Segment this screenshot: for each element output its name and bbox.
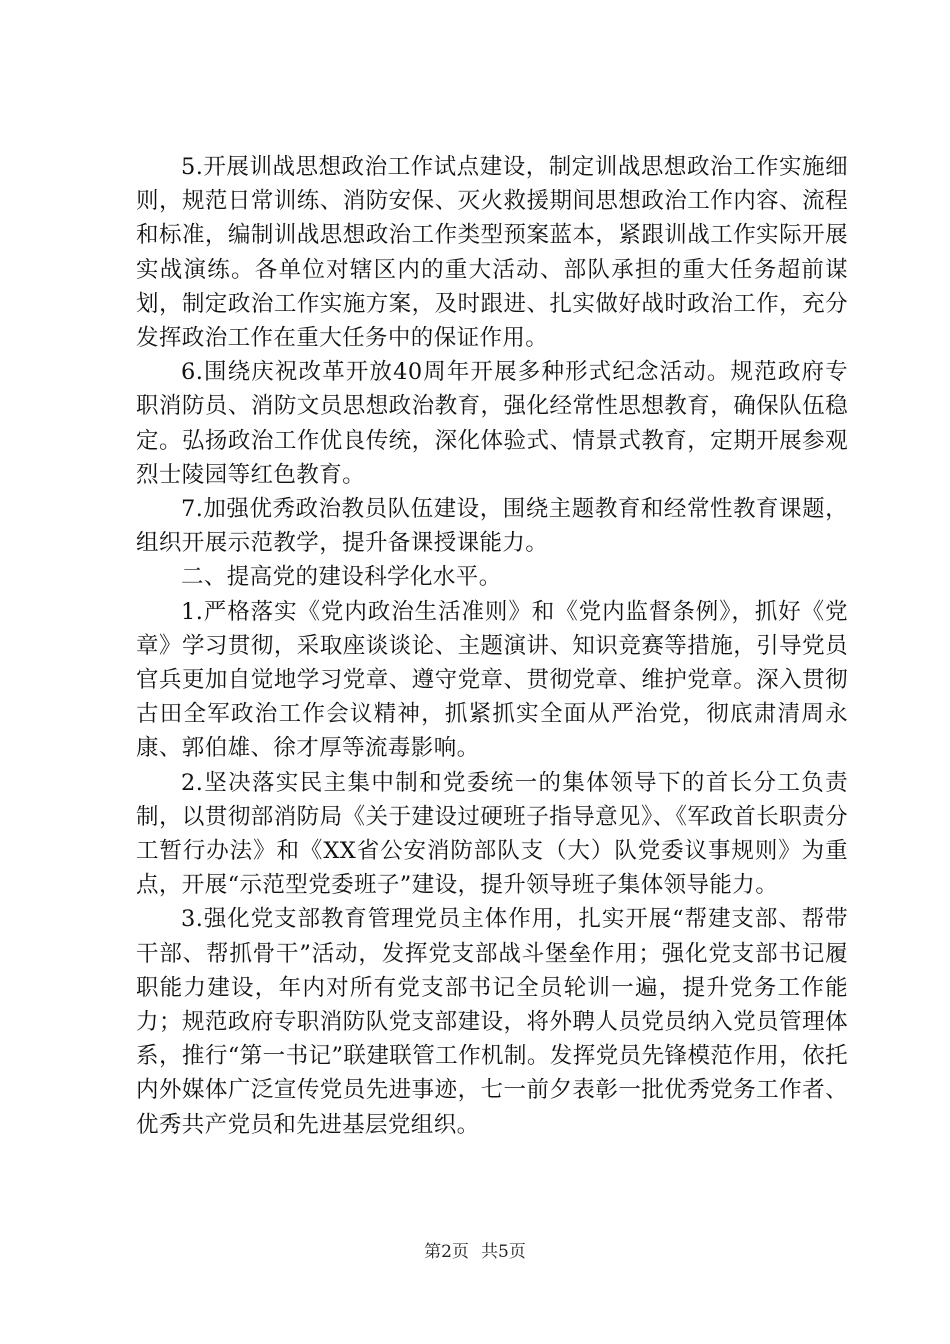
paragraph-item-7: 7.加强优秀政治教员队伍建设，围绕主题教育和经常性教育课题，组织开展示范教学，提升备课授课能力。 bbox=[136, 496, 848, 557]
paragraph-item-2: 2.坚决落实民主集中制和党委统一的集体领导下的首长分工负责制，以贯彻部消防局《关于建设过硬班子指导意见》、《军政首长职责分工暂行办法》和《XX省公安消防部队支（大）队党委议事规则》为重点，开展“示范型党委班子”建设，提升领导班子集体领导能力。 bbox=[136, 769, 848, 899]
page-footer bbox=[0, 1240, 950, 1264]
paragraph-item-1: 1.严格落实《党内政治生活准则》和《党内监督条例》，抓好《党章》学习贯彻，采取座谈谈论、主题演讲、知识竞赛等措施，引导党员官兵更加自觉地学习党章、遵守党章、贯彻党章、维护党章。深入贯彻古田全军政治工作会议精神，抓紧抓实全面从严治党，彻底肃清周永康、郭伯雄、徐才厚等流毒影响。 bbox=[136, 598, 848, 762]
page-number-total: 共5页 bbox=[481, 1242, 526, 1262]
paragraph-item-3: 3.强化党支部教育管理党员主体作用，扎实开展“帮建支部、帮带干部、帮抓骨干”活动，发挥党支部战斗堡垒作用；强化党支部书记履职能力建设，年内对所有党支部书记全员轮训一遍，提升党务工作能力；规范政府专职消防队党支部建设，将外聘人员党员纳入党员管理体系，推行“第一书记”联建联管工作机制。发挥党员先锋模范作用，依托内外媒体广泛宣传党员先进事迹，七一前夕表彰一批优秀党务工作者、优秀共产党员和先进基层党组织。 bbox=[136, 906, 848, 1138]
document-body bbox=[136, 150, 848, 1142]
paragraph-item-6: 6.围绕庆祝改革开放40周年开展多种形式纪念活动。规范政府专职消防员、消防文员思想政治教育，强化经常性思想教育，确保队伍稳定。弘扬政治工作优良传统，深化体验式、情景式教育，定期开展参观烈士陵园等红色教育。 bbox=[136, 359, 848, 488]
page-number-current: 第2页 bbox=[424, 1242, 469, 1262]
paragraph-item-5: 5.开展训战思想政治工作试点建设，制定训战思想政治工作实施细则，规范日常训练、消防安保、灭火救援期间思想政治工作内容、流程和标准，编制训战思想政治工作类型预案蓝本，紧跟训战工作实际开展实战演练。各单位对辖区内的重大活动、部队承担的重大任务超前谋划，制定政治工作实施方案，及时跟进、扎实做好战时政治工作，充分发挥政治工作在重大任务中的保证作用。 bbox=[136, 154, 848, 352]
section-heading-2: 二、提高党的建设科学化水平。 bbox=[181, 564, 502, 591]
